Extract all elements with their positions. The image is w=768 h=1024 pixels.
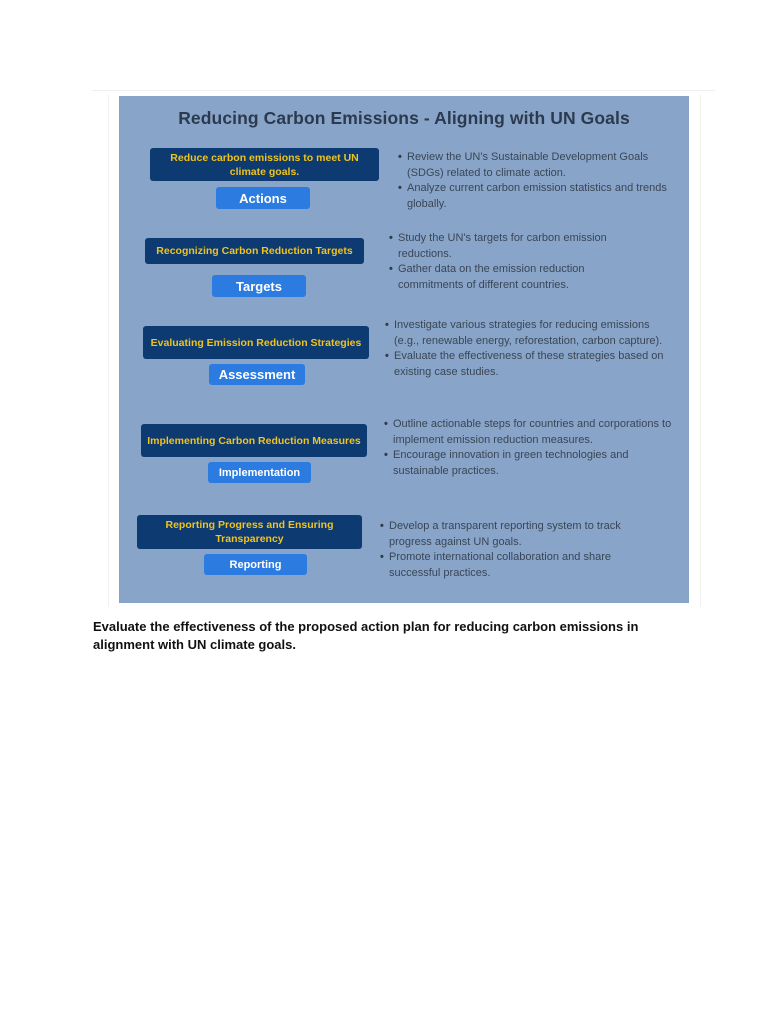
goal-box: Reporting Progress and Ensuring Transparency [137, 515, 362, 549]
bullet-item: • Gather data on the emission reduction commitments of different countries. [389, 262, 649, 293]
bullet-item: • Promote international collaboration and share successful practices. [380, 550, 662, 581]
goal-box: Recognizing Carbon Reduction Targets [145, 238, 364, 264]
stage-tag: Actions [216, 187, 310, 209]
bullet-item: • Study the UN's targets for carbon emission reductions. [389, 231, 649, 262]
goal-box: Evaluating Emission Reduction Strategies [143, 326, 369, 359]
stage-tag: Targets [212, 275, 306, 297]
bullet-list [384, 417, 674, 479]
frame-edge-right [700, 95, 701, 607]
bullet-list [389, 231, 649, 293]
goal-box: Reduce carbon emissions to meet UN climate goals. [150, 148, 379, 181]
bullet-item: • Encourage innovation in green technologies and sustainable practices. [384, 448, 674, 479]
bullet-item: • Analyze current carbon emission statistics and trends globally. [398, 181, 680, 212]
bullet-list [385, 318, 671, 380]
question-text: Evaluate the effectiveness of the proposed action plan for reducing carbon emissions in alignment with UN climate goals. [93, 619, 639, 652]
bullet-item: • Outline actionable steps for countries and corporations to implement emission reduction measures. [384, 417, 674, 448]
bullet-item: • Investigate various strategies for reducing emissions (e.g., renewable energy, reforestation, carbon capture). [385, 318, 671, 349]
stage-tag: Reporting [204, 554, 307, 575]
bullet-item: • Evaluate the effectiveness of these strategies based on existing case studies. [385, 349, 671, 380]
bullet-item: • Review the UN's Sustainable Development Goals (SDGs) related to climate action. [398, 150, 680, 181]
frame-edge-left [108, 95, 109, 607]
goal-box: Implementing Carbon Reduction Measures [141, 424, 367, 457]
bullet-list [380, 519, 662, 581]
stage-tag: Assessment [209, 364, 305, 385]
page-divider-line [92, 90, 715, 91]
infographic-image [119, 96, 689, 603]
infographic-title: Reducing Carbon Emissions - Aligning with UN Goals [178, 108, 630, 128]
stage-tag: Implementation [208, 462, 311, 483]
bullet-list [398, 150, 680, 212]
bullet-item: • Develop a transparent reporting system to track progress against UN goals. [380, 519, 662, 550]
